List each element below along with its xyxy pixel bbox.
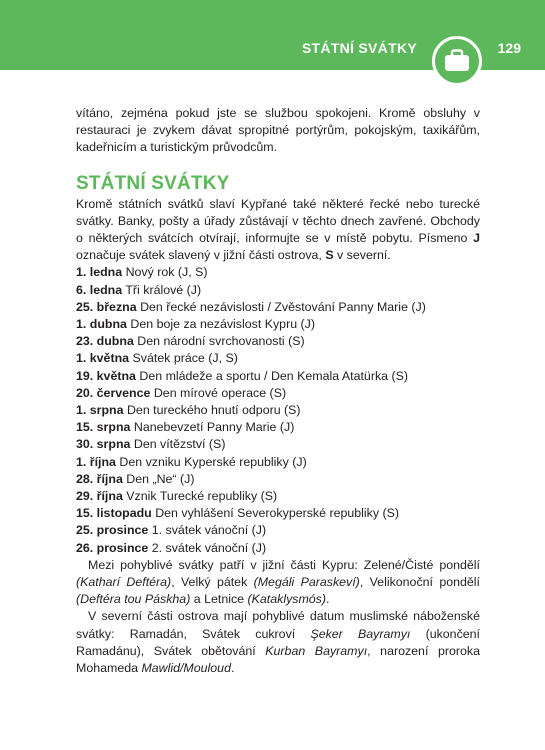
- holiday-date: 1. dubna: [76, 317, 127, 332]
- holiday-item: [76, 402, 480, 419]
- holiday-item: [76, 436, 480, 453]
- holiday-name: Nový rok (J, S): [125, 265, 208, 280]
- page-content: [76, 105, 480, 677]
- text-run: , Velký pátek: [171, 575, 254, 590]
- letter-s: S: [325, 248, 334, 263]
- text-run: , Velikonoční pondělí: [359, 575, 480, 590]
- holiday-item: [76, 350, 480, 367]
- holiday-date: 15. listopadu: [76, 506, 152, 521]
- section-title: STÁTNÍ SVÁTKY: [76, 172, 230, 194]
- greek-name: (Deftéra tou Páskha): [76, 592, 191, 607]
- holiday-item: [76, 419, 480, 436]
- intro-paragraph: vítáno, zejména pokud jste se službou spokojeni. Kromě obsluhy v restauraci je zvykem dávat spropitné portýrům, pokojským, taxikářům, kadeřnicím a turistickým průvodcům.: [76, 106, 480, 155]
- intro-text-3: v severní.: [333, 248, 391, 263]
- holiday-item: [76, 264, 480, 281]
- turkish-name: Kurban Bayramyı: [265, 643, 368, 658]
- text-run: a Letnice: [190, 592, 248, 607]
- movable-holidays-south: [76, 557, 480, 609]
- holiday-date: 1. května: [76, 351, 130, 366]
- suitcase-icon: [444, 49, 470, 73]
- holiday-name: 1. svátek vánoční (J): [151, 523, 267, 538]
- holiday-date: 23. dubna: [76, 334, 134, 349]
- holiday-item: [76, 540, 480, 557]
- text-run: .: [326, 592, 330, 607]
- greek-name: (Megáli Paraskeví): [253, 575, 360, 590]
- text-run: (ukončení Ramadánu), Svátek obětování: [76, 626, 480, 658]
- section-intro: [76, 196, 480, 265]
- holiday-name: Den boje za nezávislost Kypru (J): [130, 317, 315, 332]
- holiday-list: [76, 264, 480, 556]
- holiday-item: [76, 333, 480, 350]
- holiday-item: [76, 282, 480, 299]
- holiday-date: 29. října: [76, 489, 123, 504]
- holiday-name: 2. svátek vánoční (J): [151, 540, 267, 555]
- holiday-name: Den vzniku Kyperské republiky (J): [119, 454, 307, 469]
- movable-holidays-north: [76, 608, 480, 677]
- greek-name: (Kataklysmós): [247, 592, 327, 607]
- holiday-item: [76, 454, 480, 471]
- holiday-name: Tři králové (J): [125, 282, 202, 297]
- running-header-title: STÁTNÍ SVÁTKY: [301, 40, 417, 56]
- turkish-name: Mawlid/Mouloud: [141, 661, 231, 676]
- holiday-name: Den tureckého hnutí odporu (S): [126, 403, 301, 418]
- text-run: V severní části ostrova mají pohyblivé datum muslimské náboženské svátky: Ramadán, Svátek cukroví: [76, 609, 480, 641]
- text-run: .: [230, 661, 235, 676]
- holiday-date: 1. srpna: [76, 403, 124, 418]
- holiday-item: [76, 368, 480, 385]
- text-run: Mezi pohyblivé svátky patří v jižní části Kypru: Zelené/Čisté pondělí: [88, 557, 480, 572]
- holiday-name: Svátek práce (J, S): [132, 351, 238, 366]
- holiday-name: Den „Ne“ (J): [126, 471, 195, 486]
- holiday-item: [76, 488, 480, 505]
- holiday-name: Nanebevzetí Panny Marie (J): [133, 420, 295, 435]
- holiday-name: Den vyhlášení Severokyperské republiky (S): [155, 506, 399, 521]
- holiday-name: Den mírové operace (S): [153, 385, 287, 400]
- holiday-name: Den řecké nezávislosti / Zvěstování Panny Marie (J): [140, 299, 426, 314]
- holiday-name: Den mládeže a sportu / Den Kemala Atatürka (S): [139, 368, 408, 383]
- holiday-item: [76, 385, 480, 402]
- intro-text-2: označuje svátek slavený v jižní části ostrova,: [76, 248, 326, 263]
- holiday-date: 28. října: [76, 471, 123, 486]
- holiday-date: 1. ledna: [76, 265, 123, 280]
- holiday-date: 19. května: [76, 368, 136, 383]
- holiday-date: 26. prosince: [76, 540, 149, 555]
- holiday-name: Vznik Turecké republiky (S): [126, 489, 278, 504]
- holiday-item: [76, 522, 480, 539]
- holiday-item: [76, 471, 480, 488]
- holiday-name: Den národní svrchovanosti (S): [137, 334, 305, 349]
- holiday-item: [76, 316, 480, 333]
- holiday-name: Den vítězství (S): [133, 437, 226, 452]
- holiday-date: 15. srpna: [76, 420, 131, 435]
- greek-name: (Katharí Deftéra): [76, 575, 172, 590]
- holiday-date: 30. srpna: [76, 437, 131, 452]
- holiday-date: 6. ledna: [76, 282, 123, 297]
- page-number: 129: [497, 40, 521, 56]
- holiday-item: [76, 299, 480, 316]
- letter-j: J: [473, 231, 480, 246]
- holiday-date: 20. července: [76, 385, 151, 400]
- holiday-date: 1. října: [76, 454, 116, 469]
- holiday-date: 25. března: [76, 299, 137, 314]
- intro-text-1: Kromě státních svátků slaví Kypřané také některé řecké nebo turecké svátky. Banky, pošty a úřady zůstávají v těchto dnech zavřené. Obchody o některých svátcích otvírají, informujte se v místě pobytu. Písmeno: [76, 196, 480, 246]
- holiday-date: 25. prosince: [76, 523, 149, 538]
- section-badge: [432, 36, 482, 86]
- text-run: , narození proroka Mohameda: [76, 643, 480, 676]
- turkish-name: Şeker Bayramyı: [310, 626, 411, 641]
- holiday-item: [76, 505, 480, 522]
